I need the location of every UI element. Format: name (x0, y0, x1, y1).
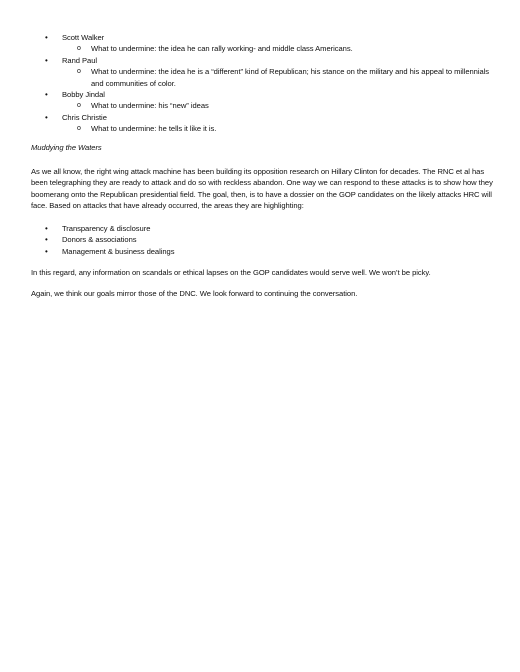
sub-bullet-icon: o (77, 102, 81, 110)
bullet-icon: • (45, 90, 48, 100)
area-label: Transparency & disclosure (62, 223, 151, 233)
candidate-name: Chris Christie (62, 112, 107, 122)
areas-list (31, 223, 493, 257)
candidate-subitem (31, 123, 493, 134)
bullet-icon: • (45, 112, 48, 122)
bullet-icon: • (45, 55, 48, 65)
candidate-point: What to undermine: his “new” ideas (91, 101, 209, 111)
candidate-point: What to undermine: he tells it like it is. (91, 124, 217, 134)
candidate-subitem (31, 66, 493, 89)
candidate-name: Rand Paul (62, 55, 98, 65)
candidate-item (31, 32, 493, 43)
candidate-list (31, 32, 493, 135)
candidate-item (31, 55, 493, 66)
bullet-icon: • (45, 246, 48, 256)
area-item (31, 246, 493, 257)
paragraph-attack-research: As we all know, the right wing attack machine has been building its opposition research on Hillary Clinton for decades. The RNC et al has been telegraphing they are ready to attack and do so with reckless abandon. One way we can respond to these attacks is to show how they boomerang onto the Republican presidential field. The goal, then, is to have a dossier on the GOP candidates on the likely attacks HRC will face. Based on attacks that have already occurred, the areas they are highlighting: (31, 167, 493, 211)
area-label: Management & business dealings (62, 246, 175, 256)
candidate-subitem (31, 100, 493, 111)
candidate-point: What to undermine: the idea he can rally working- and middle class Americans. (91, 44, 353, 54)
section-heading: Muddying the Waters (31, 142, 102, 152)
area-item (31, 223, 493, 234)
bullet-icon: • (45, 223, 48, 233)
candidate-item (31, 89, 493, 100)
area-item (31, 234, 493, 245)
candidate-name: Scott Walker (62, 33, 105, 42)
bullet-icon: • (45, 235, 48, 245)
sub-bullet-icon: o (77, 45, 81, 53)
paragraph-closing: Again, we think our goals mirror those of the DNC. We look forward to continuing the conversation. (31, 289, 358, 299)
candidate-point: What to undermine: the idea he is a “different” kind of Republican; his stance on the military and his appeal to millennials and communities of color. (91, 67, 490, 88)
document-body (31, 32, 493, 300)
paragraph-scandals: In this regard, any information on scandals or ethical lapses on the GOP candidates would serve well. We won’t be picky. (31, 267, 431, 277)
sub-bullet-icon: o (77, 68, 81, 76)
candidate-name: Bobby Jindal (62, 90, 105, 100)
candidate-subitem (31, 43, 493, 54)
bullet-icon: • (45, 33, 48, 42)
sub-bullet-icon: o (77, 125, 81, 133)
candidate-item (31, 112, 493, 123)
area-label: Donors & associations (62, 235, 137, 245)
